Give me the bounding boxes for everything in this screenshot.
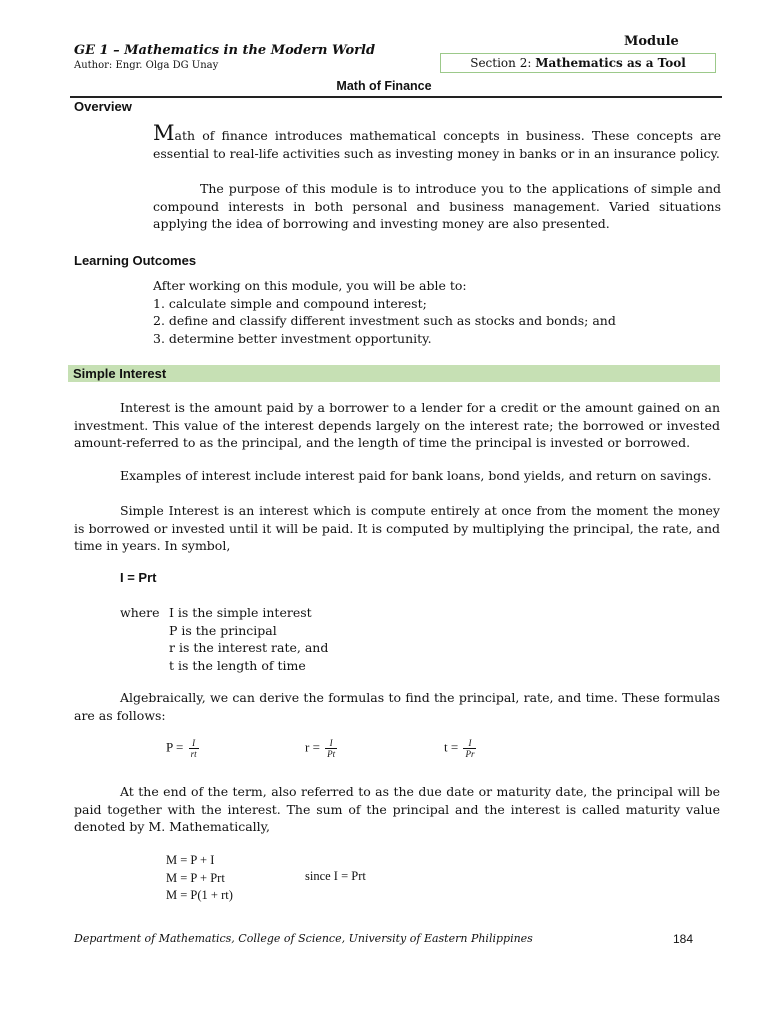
formula-lhs: t =	[444, 739, 459, 755]
since-note: since I = Prt	[305, 869, 366, 883]
overview-intro-text: ath of finance introduces mathematical concepts in business. These concepts are essential to real-life activities such as investing money in banks or in an insurance policy.	[153, 128, 721, 161]
variable-definitions	[120, 604, 329, 673]
where-label: where	[120, 605, 160, 620]
fraction	[189, 738, 199, 759]
page-number: 184	[673, 932, 694, 946]
section-title: Mathematics as a Tool	[535, 56, 686, 70]
fraction	[325, 738, 337, 759]
time-formula	[444, 738, 476, 759]
fraction	[463, 738, 476, 759]
footer-department: Department of Mathematics, College of Science, University of Eastern Philippines	[74, 932, 533, 945]
fraction-numerator: I	[189, 738, 199, 749]
simple-interest-banner	[68, 365, 720, 382]
simple-interest-formula: I = Prt	[120, 570, 157, 585]
list-item: P is the principal	[169, 622, 277, 638]
principal-formula	[166, 738, 199, 759]
course-title: GE 1 – Mathematics in the Modern World	[74, 43, 376, 58]
learning-outcomes-heading: Learning Outcomes	[74, 253, 197, 268]
equation-line: M = P(1 + rt)	[166, 888, 233, 902]
rate-formula	[305, 738, 337, 759]
overview-purpose-paragraph: The purpose of this module is to introduce you to the applications of simple and compound interests in both personal and business management. Varied situations applying the idea of borrowing and investing money are also presented.	[153, 181, 721, 231]
simple-interest-paragraph: Simple Interest is an interest which is compute entirely at once from the moment the money is borrowed or invested until it will be paid. It is computed by multiplying the principal, the rate, and time in years. In symbol,	[74, 503, 720, 553]
fraction-numerator: I	[325, 738, 337, 749]
fraction-denominator: Pr	[465, 749, 475, 759]
learning-outcomes-lead: After working on this module, you will be able to:	[153, 278, 467, 293]
fraction-denominator: Pt	[327, 749, 336, 759]
list-item: 2. define and classify different investment such as stocks and bonds; and	[153, 313, 616, 328]
formula-lhs: r =	[305, 739, 320, 755]
module-label: Module	[624, 34, 679, 49]
equation-line: M = P + I	[166, 853, 215, 867]
maturity-value-paragraph: At the end of the term, also referred to as the due date or maturity date, the principal will be paid together with the interest. The sum of the principal and the interest is called maturity value denoted by M. Mathematically,	[74, 784, 720, 834]
equation-line: M = P + Prt	[166, 870, 225, 885]
header-rule	[70, 96, 722, 98]
fraction-denominator: rt	[190, 749, 197, 759]
list-item: r is the interest rate, and	[169, 640, 329, 655]
simple-interest-heading: Simple Interest	[73, 366, 167, 381]
fraction-numerator: I	[463, 738, 476, 749]
derivation-paragraph: Algebraically, we can derive the formulas to find the principal, rate, and time. These formulas are as follows:	[74, 690, 720, 723]
list-item: t is the length of time	[169, 657, 306, 673]
author-line: Author: Engr. Olga DG Unay	[74, 60, 219, 71]
interest-examples-paragraph: Examples of interest include interest paid for bank loans, bond yields, and return on savings.	[120, 468, 712, 483]
section-prefix: Section 2:	[470, 56, 532, 70]
list-item: I is the simple interest	[169, 605, 312, 620]
list-item: 1. calculate simple and compound interest;	[153, 295, 427, 311]
learning-outcomes-list	[153, 277, 721, 347]
page-title: Math of Finance	[336, 79, 432, 93]
interest-definition-paragraph: Interest is the amount paid by a borrower to a lender for a credit or the amount gained on an investment. This value of the interest depends largely on the interest rate; the borrowed or invested amount-referred to as the principal, and the length of time the principal is invested or borrowed.	[74, 400, 720, 450]
maturity-equations	[166, 852, 233, 905]
formula-lhs: P =	[166, 739, 184, 755]
drop-cap: M	[153, 121, 175, 145]
section-box	[440, 53, 716, 73]
overview-heading: Overview	[74, 99, 132, 114]
list-item: 3. determine better investment opportunity.	[153, 330, 432, 346]
overview-intro-paragraph	[153, 121, 721, 162]
